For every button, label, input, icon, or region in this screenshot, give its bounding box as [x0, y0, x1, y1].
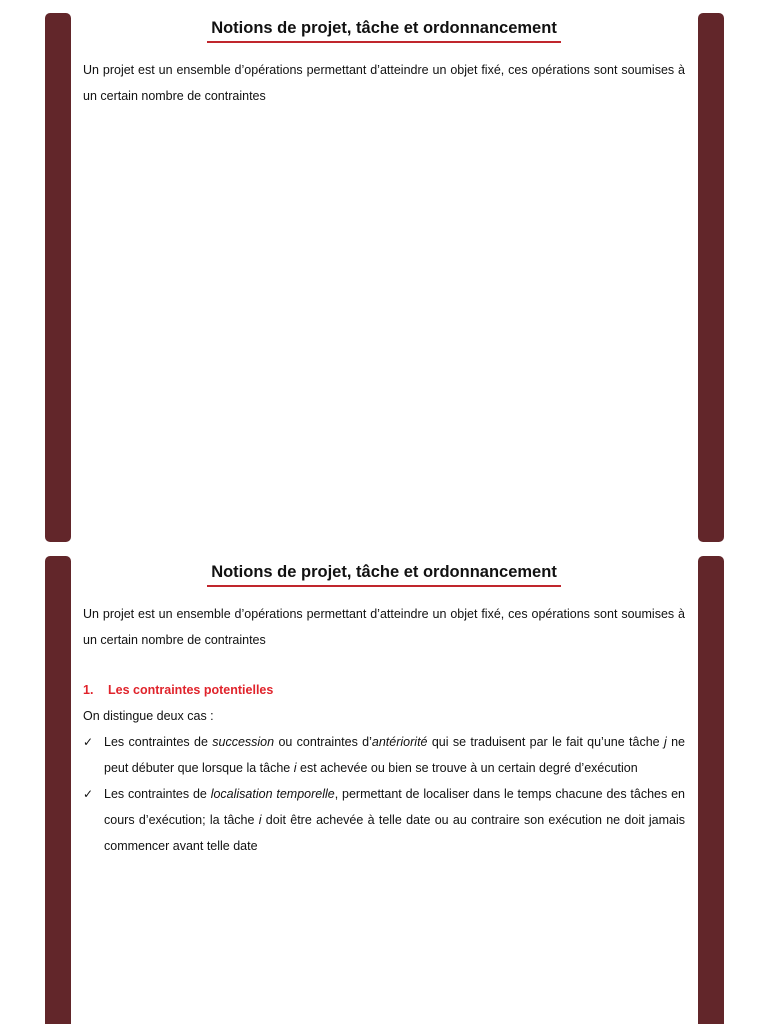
title-wrapper: [83, 17, 685, 43]
list-item: [83, 781, 685, 859]
section-heading-text: Les contraintes potentielles: [108, 683, 274, 697]
slide-content: [83, 17, 685, 109]
item-emphasis: j: [663, 735, 667, 749]
item-emphasis: succession: [212, 735, 275, 749]
constraints-list: [83, 729, 685, 859]
intro-paragraph: Un projet est un ensemble d’opérations permettant d’atteindre un objet fixé, ces opérations sont soumises à un certain nombre de contraintes: [83, 607, 685, 647]
item-text: , permettant de localiser dans le temps chacune des tâches en cours d’exécution; la tâche: [104, 787, 685, 827]
item-emphasis: localisation temporelle: [210, 787, 335, 801]
right-decorative-bar: [698, 556, 724, 1024]
check-icon: ✓: [83, 787, 94, 801]
list-item: [83, 729, 685, 781]
item-emphasis: i: [293, 761, 297, 775]
item-text: ou contraintes d’: [274, 735, 372, 749]
slide-page-2: [0, 548, 768, 1024]
item-text: ne peut débuter que lorsque la tâche: [104, 735, 685, 775]
intro-paragraph: Un projet est un ensemble d’opérations permettant d’atteindre un objet fixé, ces opérations sont soumises à un certain nombre de contraintes: [83, 63, 685, 103]
title-wrapper: [83, 561, 685, 587]
section-heading: [83, 677, 685, 703]
item-emphasis: antériorité: [371, 735, 428, 749]
left-decorative-bar: [45, 13, 71, 542]
slide-title: Notions de projet, tâche et ordonnancement: [207, 561, 561, 587]
item-emphasis: i: [258, 813, 262, 827]
item-text: qui se traduisent par le fait qu’une tâche: [427, 735, 664, 749]
check-icon: ✓: [83, 735, 94, 749]
item-text: Les contraintes de: [104, 735, 213, 749]
cases-intro: On distingue deux cas :: [83, 709, 214, 723]
right-decorative-bar: [698, 13, 724, 542]
item-text: Les contraintes de: [104, 787, 211, 801]
section-number: 1.: [83, 683, 94, 697]
item-text: est achevée ou bien se trouve à un certain degré d’exécution: [296, 761, 638, 775]
slide-content: [83, 561, 685, 859]
left-decorative-bar: [45, 556, 71, 1024]
item-text: doit être achevée à telle date ou au contraire son exécution ne doit jamais commencer avant telle date: [104, 813, 685, 853]
slide-title: Notions de projet, tâche et ordonnancement: [207, 17, 561, 43]
